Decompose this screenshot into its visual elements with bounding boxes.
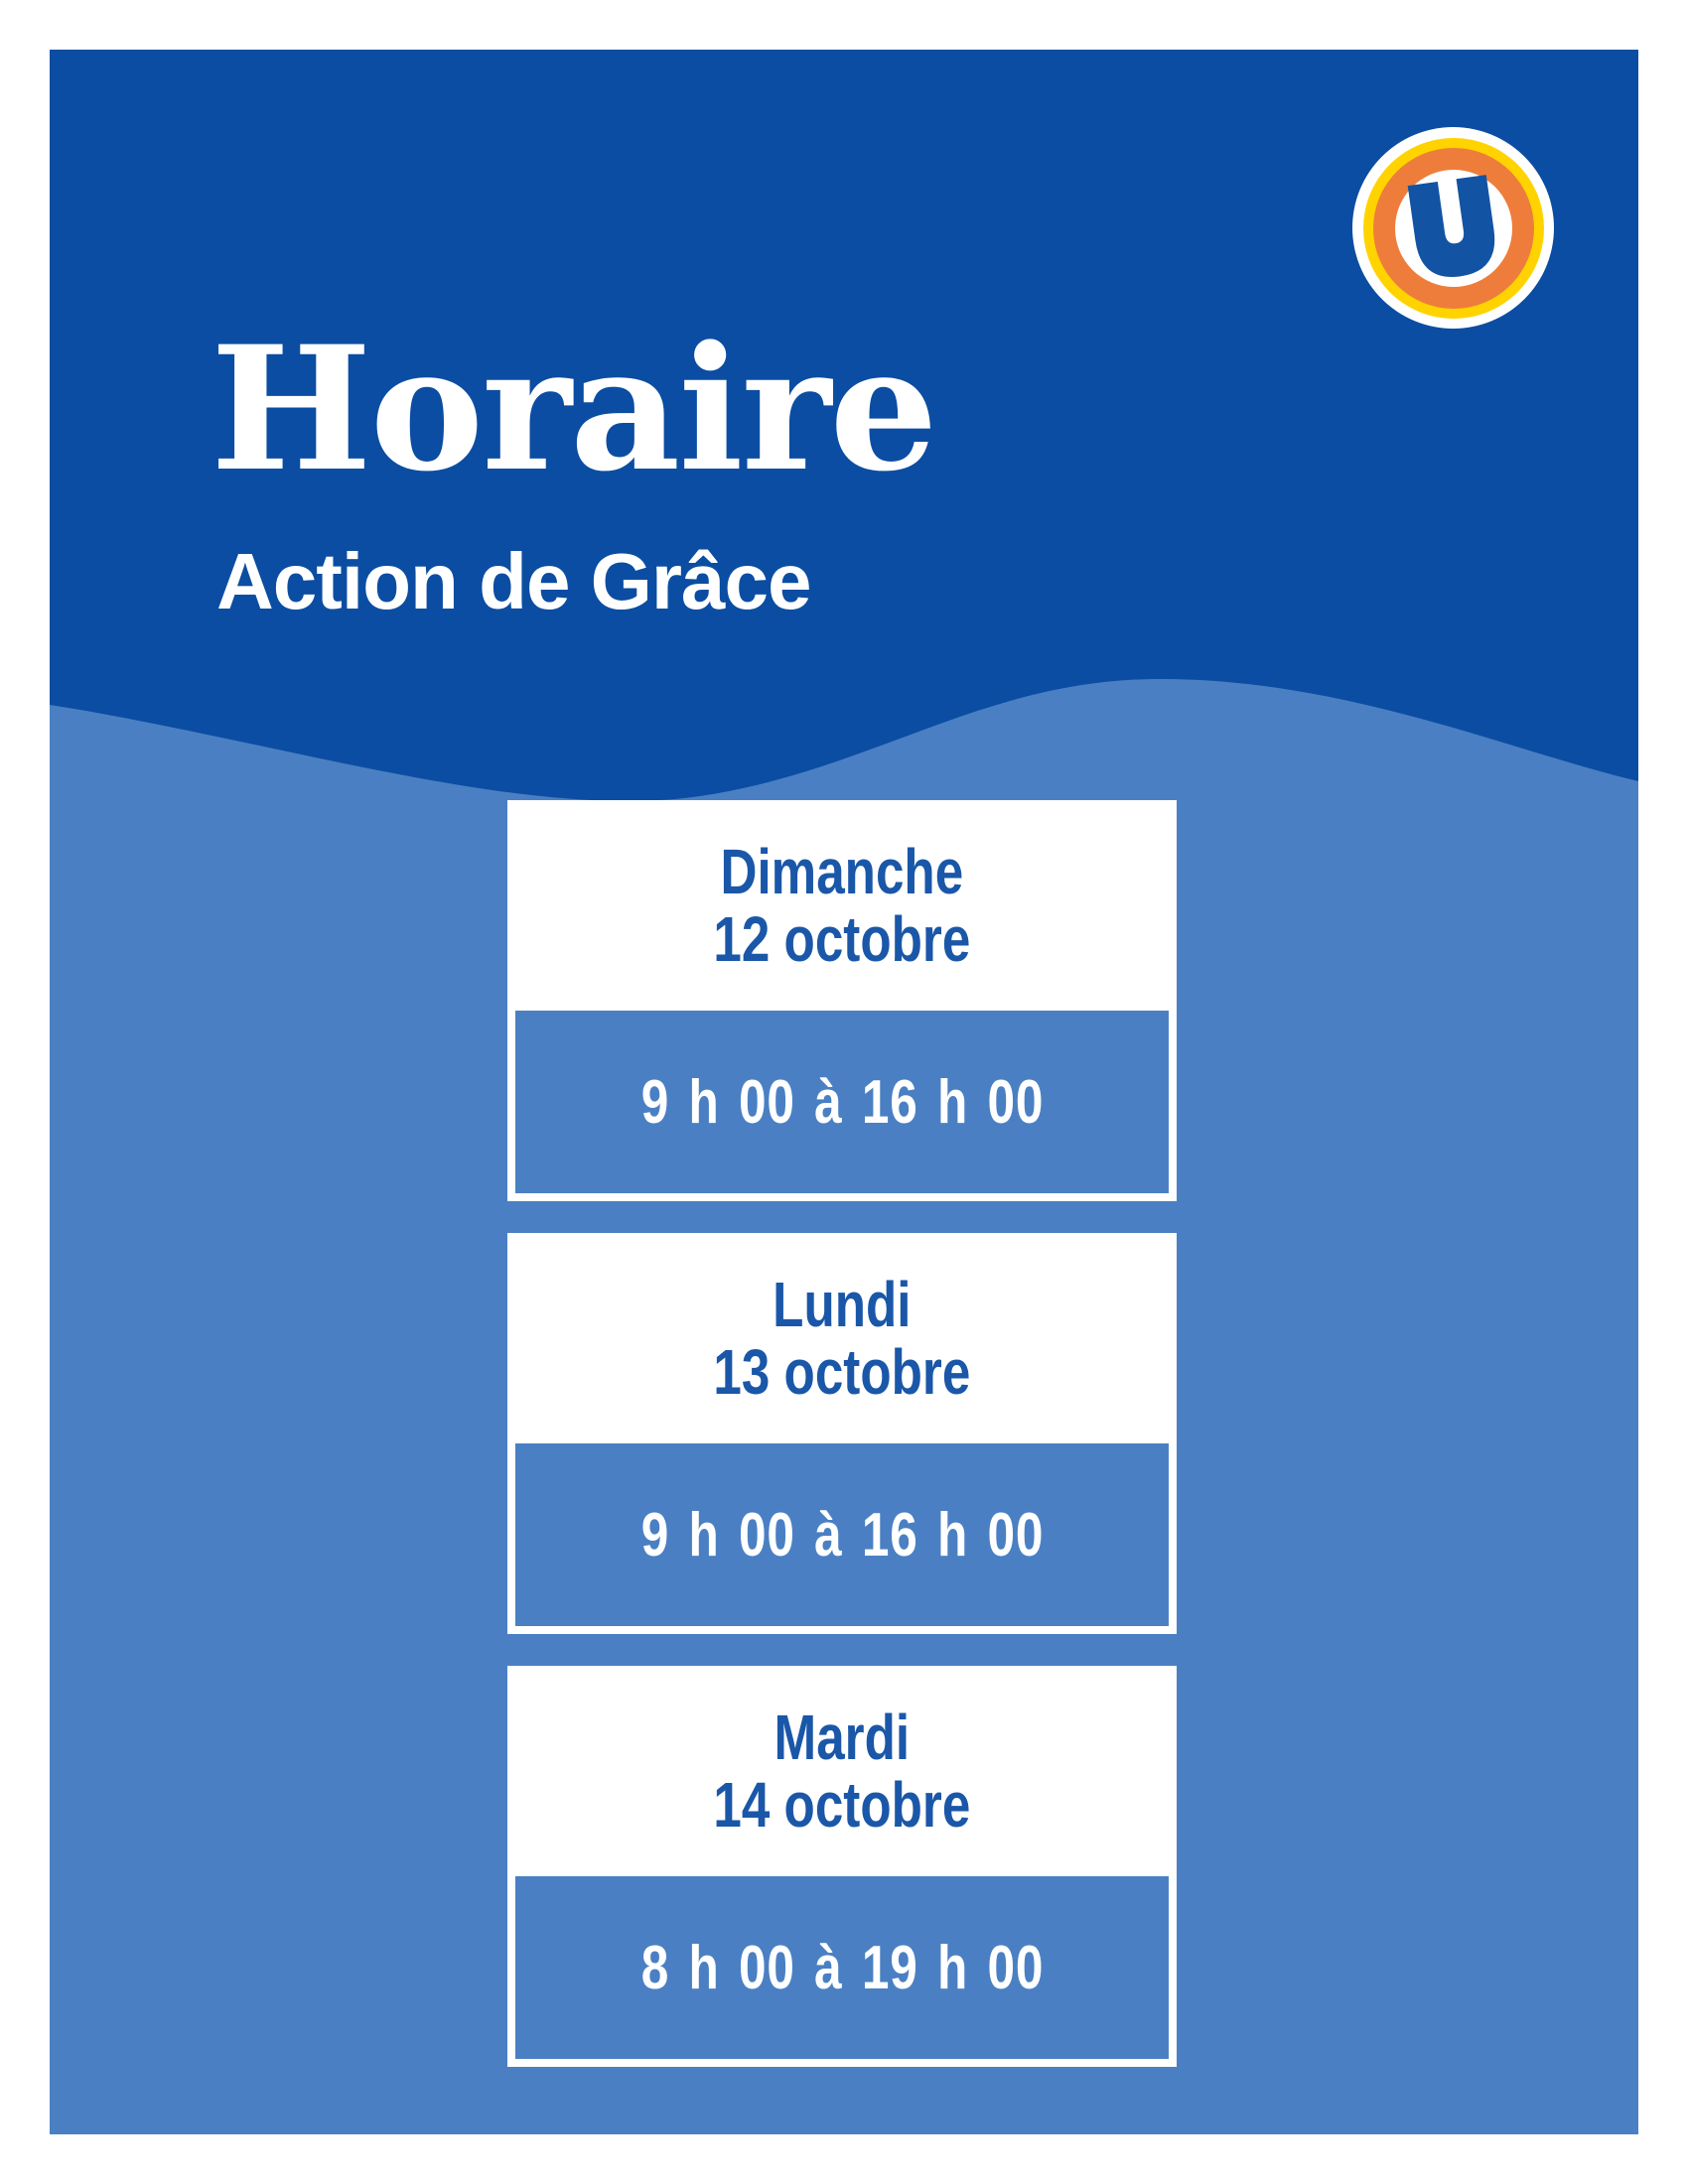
hours-label: 8 h 00 à 19 h 00 <box>640 1933 1044 2002</box>
card-hours-section <box>515 1011 1169 1193</box>
logo-white-disc <box>1395 170 1512 287</box>
poster-background <box>50 50 1638 2134</box>
card-date-section <box>507 800 1177 1011</box>
date-label: 14 octobre <box>713 1769 971 1841</box>
logo-orange-ring <box>1373 148 1534 309</box>
date-label: 13 octobre <box>713 1336 971 1408</box>
hours-label: 9 h 00 à 16 h 00 <box>640 1500 1044 1570</box>
day-label: Mardi <box>774 1702 911 1773</box>
day-label: Dimanche <box>720 836 964 907</box>
uniprix-logo <box>1352 127 1554 329</box>
date-label: 12 octobre <box>713 903 971 975</box>
card-date-section <box>507 1233 1177 1443</box>
card-hours-section <box>515 1876 1169 2059</box>
card-date-section <box>507 1666 1177 1876</box>
logo-yellow-ring <box>1363 138 1544 319</box>
card-hours-section <box>515 1443 1169 1626</box>
day-label: Lundi <box>773 1269 912 1340</box>
page-subtitle: Action de Grâce <box>216 537 811 625</box>
schedule-card-dimanche <box>507 800 1177 1201</box>
page-title: Horaire <box>211 308 936 509</box>
schedule-list <box>507 800 1177 2099</box>
schedule-card-lundi <box>507 1233 1177 1634</box>
hours-label: 9 h 00 à 16 h 00 <box>640 1067 1044 1137</box>
logo-u-icon <box>1397 170 1510 286</box>
schedule-card-mardi <box>507 1666 1177 2067</box>
